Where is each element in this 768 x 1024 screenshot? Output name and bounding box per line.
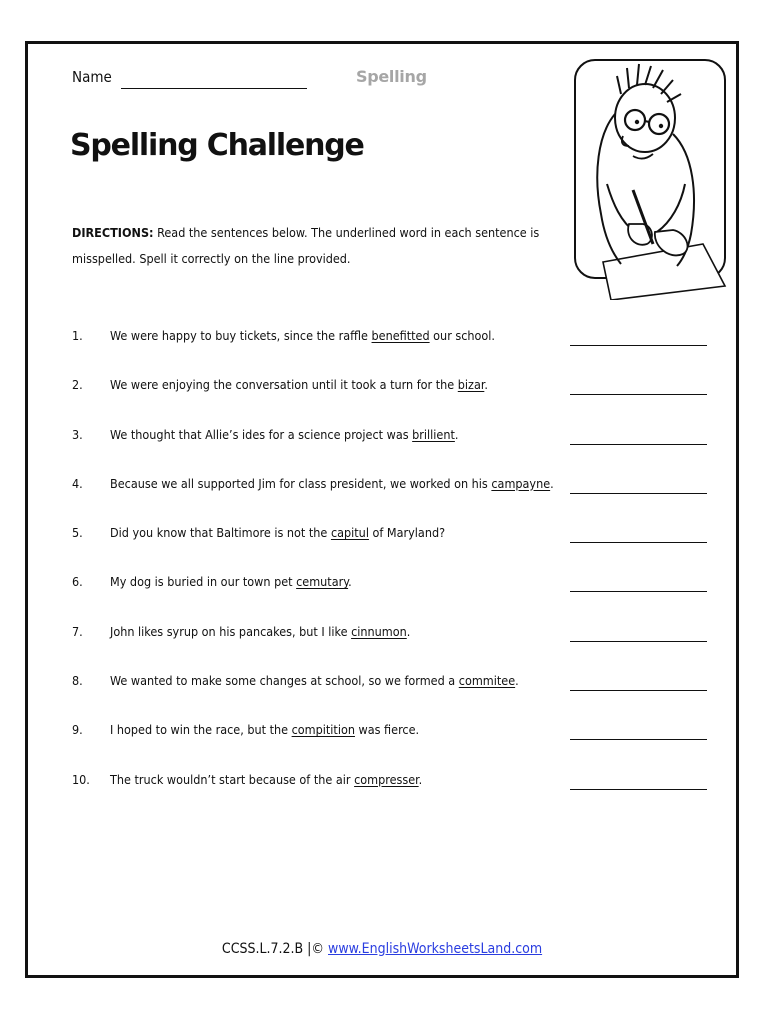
answer-line[interactable] [570, 345, 707, 346]
sentence-before: John likes syrup on his pancakes, but I like [110, 623, 352, 639]
sentence-after: . [348, 574, 352, 590]
question-item [72, 522, 712, 571]
answer-line[interactable] [570, 444, 707, 445]
sentence-before: My dog is buried in our town pet [110, 574, 297, 590]
sentence-before: We were enjoying the conversation until it took a turn for the [110, 377, 458, 393]
question-item [72, 621, 712, 670]
question-sentence [110, 673, 519, 688]
directions-label: DIRECTIONS: [72, 225, 154, 240]
name-input-line[interactable] [121, 88, 307, 89]
sentence-after: . [454, 426, 459, 442]
question-item [72, 670, 712, 719]
question-number: 6. [72, 574, 83, 590]
sentence-after: our school. [429, 328, 496, 343]
page-title: Spelling Challenge [70, 128, 364, 163]
misspelled-word: compresser [354, 771, 419, 787]
sentence-after: . [484, 377, 488, 393]
question-number: 7. [72, 623, 83, 639]
question-number: 4. [72, 475, 83, 491]
answer-line[interactable] [570, 789, 707, 790]
sentence-after: was fierce. [354, 722, 420, 738]
question-item [72, 424, 712, 473]
question-sentence [110, 328, 495, 343]
sentence-before: Because we all supported Jim for class president, we worked on his [110, 475, 492, 491]
question-sentence [110, 476, 554, 491]
sentence-before: Did you know that Baltimore is not the [110, 525, 331, 541]
misspelled-word: commitee [458, 673, 516, 689]
sentence-before: We wanted to make some changes at school, so we formed a [110, 673, 459, 689]
question-item [72, 374, 712, 423]
question-sentence [110, 377, 488, 392]
question-number: 8. [72, 673, 83, 689]
sentence-after: . [515, 673, 519, 689]
answer-line[interactable] [570, 493, 707, 494]
misspelled-word: bizar [457, 377, 485, 393]
question-number: 10. [72, 771, 90, 787]
misspelled-word: benefitted [371, 328, 430, 343]
question-number: 1. [72, 328, 83, 343]
answer-line[interactable] [570, 739, 707, 740]
student-writing-illustration [573, 54, 733, 300]
sentence-after: of Maryland? [368, 525, 446, 541]
sentence-after: . [550, 475, 554, 491]
question-item [72, 571, 712, 620]
question-item [72, 473, 712, 522]
sentence-after: . [418, 771, 423, 787]
footer [28, 941, 736, 957]
question-sentence [110, 427, 458, 442]
sentence-before: The truck wouldn’t start because of the air [110, 771, 355, 787]
question-number: 9. [72, 722, 83, 738]
misspelled-word: cinnumon [351, 623, 407, 639]
question-number: 3. [72, 426, 83, 442]
misspelled-word: compitition [291, 722, 355, 738]
question-sentence [110, 574, 352, 589]
misspelled-word: cemutary [296, 574, 349, 590]
worksheet-frame [25, 41, 739, 978]
name-label: Name [72, 68, 112, 86]
answer-line[interactable] [570, 690, 707, 691]
directions-text: Read the sentences below. The underlined word in each sentence is misspelled. Spell it correctly on the line provided. [72, 225, 540, 266]
sentence-before: I hoped to win the race, but the [110, 722, 292, 738]
sentence-after: . [406, 623, 411, 639]
question-sentence [110, 624, 410, 639]
question-sentence [110, 525, 445, 540]
question-item [72, 325, 712, 374]
question-list [72, 325, 712, 818]
website-link[interactable]: www.EnglishWorksheetsLand.com [328, 941, 543, 957]
answer-line[interactable] [570, 394, 707, 395]
question-item [72, 719, 712, 768]
question-item [72, 769, 712, 818]
answer-line[interactable] [570, 542, 707, 543]
question-number: 2. [72, 377, 83, 393]
subject-label: Spelling [356, 67, 427, 86]
question-number: 5. [72, 525, 83, 541]
question-sentence [110, 722, 419, 737]
misspelled-word: brillient [412, 426, 455, 442]
question-sentence [110, 772, 422, 787]
misspelled-word: campayne [491, 475, 551, 491]
misspelled-word: capitul [330, 525, 369, 541]
answer-line[interactable] [570, 591, 707, 592]
answer-line[interactable] [570, 641, 707, 642]
sentence-before: We were happy to buy tickets, since the raffle [110, 328, 372, 343]
sentence-before: We thought that Allie’s ides for a science project was [110, 426, 413, 442]
directions [72, 220, 552, 272]
name-row [72, 66, 492, 90]
standard-code: CCSS.L.7.2.B |© [221, 941, 325, 957]
